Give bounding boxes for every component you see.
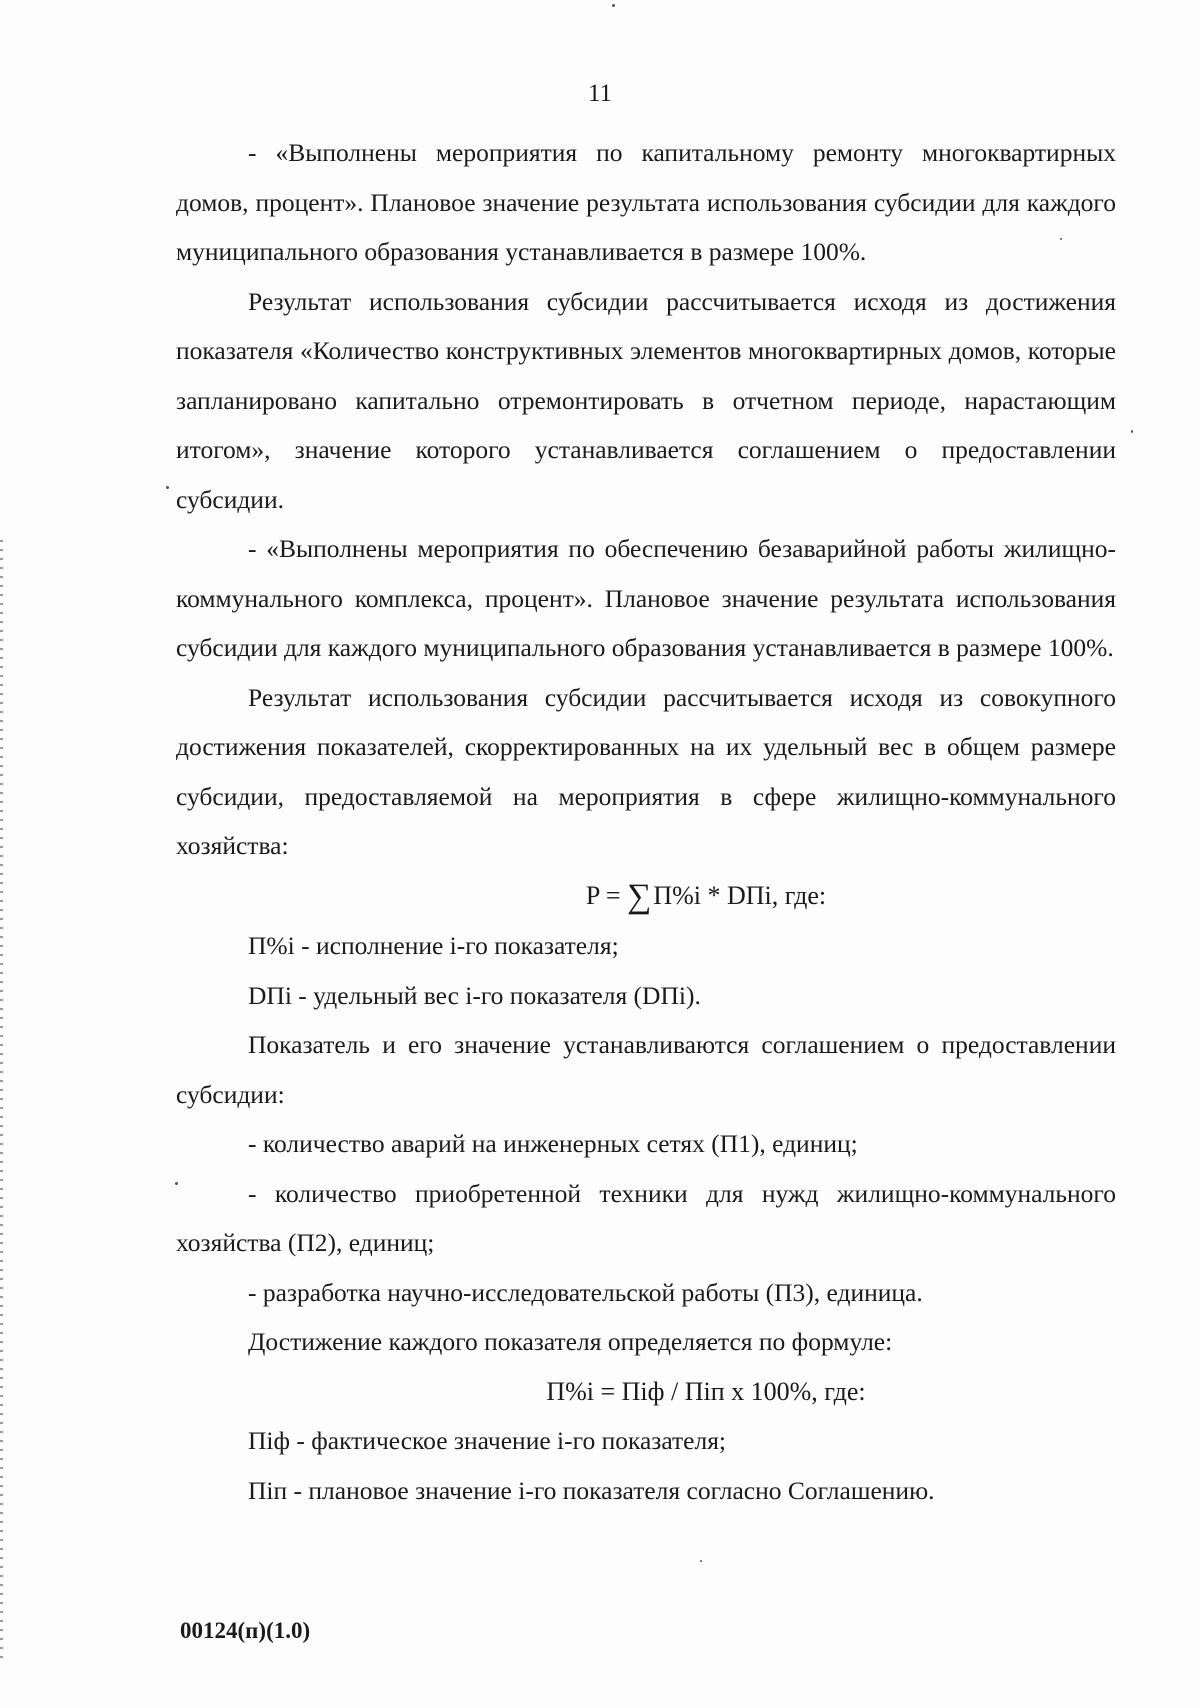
list-item-p2: - количество приобретенной техники для нужд жилищно-коммунального хозяйства (П2), единиц;: [176, 1178, 1116, 1257]
scan-speck: [1131, 430, 1133, 433]
scan-edge-marks: [0, 540, 3, 1660]
formula-right: П%i * DПi, где:: [653, 880, 827, 910]
scan-speck: [700, 1560, 702, 1562]
definition-planned: Пiп - плановое значение i-го показателя согласно Соглашению.: [248, 1475, 935, 1505]
formula-left: P =: [585, 880, 628, 910]
scan-speck: [166, 486, 169, 489]
list-item-p3: - разработка научно-исследовательской работы (П3), единица.: [248, 1277, 923, 1307]
paragraph-accident-free-result: - «Выполнены мероприятия по обеспечению безаварийной работы жилищно-коммунального комплекса, процент». Плановое значение результата использования субсидии для каждого муниципального образования устанавливается в размере 100%.: [176, 534, 1116, 662]
definition-actual: Пiф - фактическое значение i-го показателя;: [248, 1426, 727, 1455]
scan-speck: [612, 4, 615, 7]
definition-weight: DПi - удельный вес i-го показателя (DПi).: [248, 980, 701, 1010]
definition-performance: П%i - исполнение i-го показателя;: [248, 931, 619, 960]
paragraph-result-calculation-2: Результат использования субсидии рассчитывается исходя из совокупного достижения показателей, скорректированных на их удельный вес в общем размере субсидии, предоставляемой на мероприятия в сфере жилищно-коммунального хозяйства:: [176, 682, 1116, 860]
formula-result-sum: [176, 871, 1116, 922]
document-code: 00124(п)(1.0): [180, 1618, 311, 1643]
scan-speck: [1060, 238, 1062, 240]
sum-symbol: ∑: [627, 877, 652, 915]
page-number: 11: [587, 80, 613, 107]
scan-speck: [175, 1182, 178, 1185]
formula-achievement: П%i = Пiф / Пiп x 100%, где:: [546, 1376, 866, 1406]
paragraph-capital-repair-result: - «Выполнены мероприятия по капитальному ремонту многоквартирных домов, процент». Плановое значение результата использования субсидии для каждого муниципального образования устанавливается в размере 100%.: [176, 138, 1116, 266]
document-body: [176, 128, 1116, 1515]
list-item-p1: - количество аварий на инженерных сетях (П1), единиц;: [248, 1129, 858, 1158]
paragraph-formula-intro: Достижение каждого показателя определяется по формуле:: [248, 1327, 893, 1356]
paragraph-result-calculation-1: Результат использования субсидии рассчитывается исходя из достижения показателя «Количество конструктивных элементов многоквартирных домов, которые запланировано капитально отремонтировать в отчетном периоде, нарастающим итогом», значение которого устанавливается соглашением о предоставлении субсидии.: [176, 286, 1116, 514]
paragraph-indicators-intro: Показатель и его значение устанавливаются соглашением о предоставлении субсидии:: [176, 1030, 1116, 1109]
